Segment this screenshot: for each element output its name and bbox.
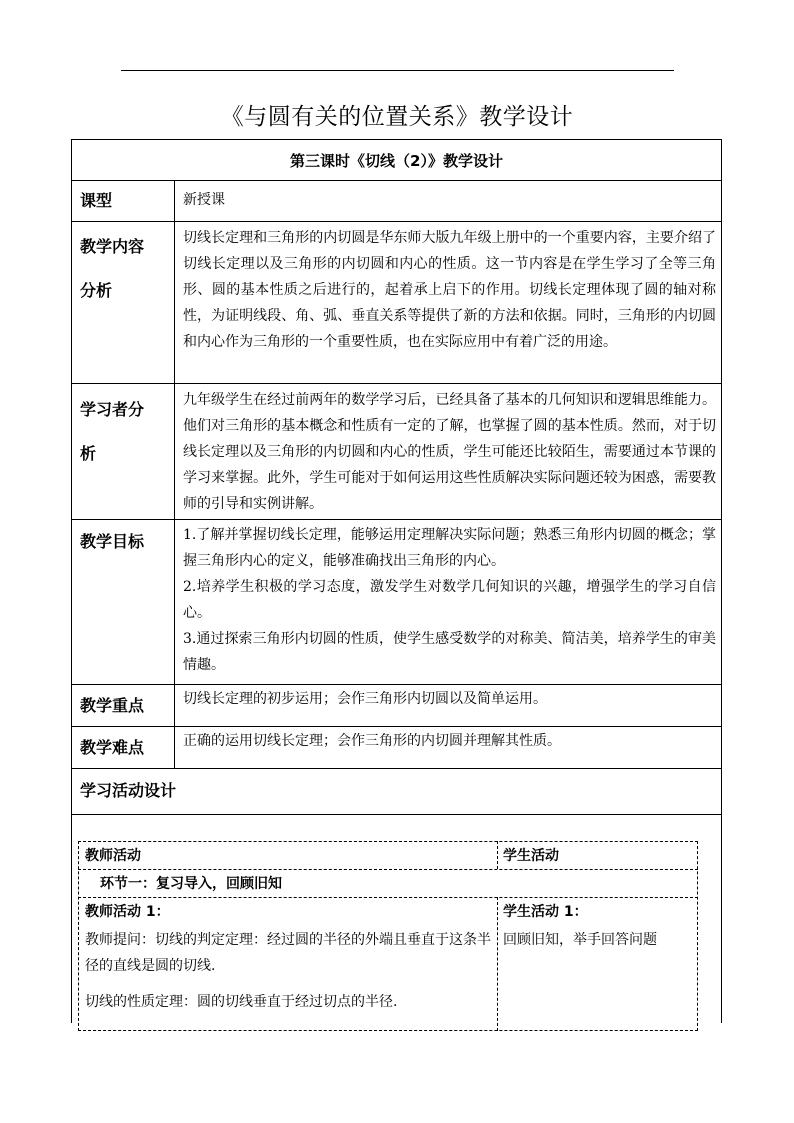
- activity-table-divider: [78, 897, 698, 898]
- label-line: 分析: [80, 281, 113, 300]
- table-divider: [71, 383, 722, 384]
- teacher-activity-line: 切线的性质定理：圆的切线垂直于经过切点的半径.: [85, 994, 398, 1010]
- section-heading: 环节一：复习导入，回顾旧知: [100, 876, 282, 892]
- row-value-difficulties: 正确的运用切线长定理；会作三角形的内切圆并理解其性质。: [183, 733, 561, 749]
- label-line: 学习者分: [80, 400, 145, 419]
- row-value-key-points: 切线长定理的初步运用；会作三角形内切圆以及简单运用。: [183, 691, 547, 707]
- activity-design-title: 学习活动设计: [80, 781, 177, 800]
- activity-table-divider: [78, 869, 698, 870]
- row-label-type: 课型: [80, 191, 113, 210]
- objective-item: 1.了解并掌握切线长定理，能够运用定理解决实际问题；熟悉三角形内切圆的概念；掌握三角形内心的定义，能够准确找出三角形的内心。: [183, 527, 716, 569]
- teacher-activity-line: 教师提问：切线的判定定理：经过圆的半径的外端且垂直于这条半径的直线是圆的切线.: [85, 932, 491, 974]
- row-value-type: 新授课: [183, 192, 225, 208]
- objective-item: 2.培养学生积极的学习态度，激发学生对数学几何知识的兴趣，增强学生的学习自信心。: [183, 579, 716, 621]
- activity-column-divider: [497, 897, 498, 1031]
- table-divider: [71, 684, 722, 685]
- row-label-difficulties: 教学难点: [80, 738, 145, 757]
- row-value-content-analysis: 切线长定理和三角形的内切圆是华东师大版九年级上册中的一个重要内容，主要介绍了切线长定理以及三角形的内切圆和内心的性质。这一节内容是在学生学习了全等三角形、圆的基本性质之后进行的，起着承上启下的作用。切线长定理体现了圆的轴对称性，为证明线段、角、弧、垂直关系等提供了新的方法和依据。同时，三角形的内切圆和内心作为三角形的一个重要性质，也在实际应用中有着广泛的用途。: [183, 230, 716, 350]
- objective-item: 3.通过探索三角形内切圆的性质，使学生感受数学的对称美、简洁美，培养学生的审美情趣。: [183, 631, 716, 673]
- teacher-activity-text: [85, 927, 493, 1015]
- column-divider: [174, 180, 175, 768]
- row-label-objectives: 教学目标: [80, 532, 145, 551]
- row-label-learner-analysis: [80, 388, 172, 476]
- teacher-activity-title: 教师活动 1：: [85, 904, 170, 920]
- row-label-key-points: 教学重点: [80, 696, 145, 715]
- table-divider: [71, 768, 722, 769]
- table-divider: [71, 814, 722, 815]
- student-activity-text: 回顾旧知，举手回答问题: [503, 932, 657, 948]
- header-rule: [121, 70, 674, 71]
- row-value-learner-analysis: 九年级学生在经过前两年的数学学习后，已经具备了基本的几何知识和逻辑思维能力。他们对三角形的基本概念和性质有一定的了解，也掌握了圆的基本性质。然而，对于切线长定理以及三角形的内切圆和内心的性质，学生可能还比较陌生，需要通过本节课的学习来掌握。此外，学生可能对于如何运用这些性质解决实际问题还较为困惑，需要教师的引导和实例讲解。: [183, 392, 716, 512]
- table-divider: [71, 519, 722, 520]
- document-title: 《与圆有关的位置关系》教学设计: [220, 104, 574, 130]
- lesson-subtitle: 第三课时《切线（2）》教学设计: [290, 151, 503, 170]
- row-value-objectives: [183, 522, 716, 678]
- label-line: 教学内容: [80, 237, 145, 256]
- row-label-content-analysis: [80, 225, 172, 313]
- student-activity-header: 学生活动: [503, 848, 559, 864]
- label-line: 析: [80, 444, 97, 463]
- table-divider: [71, 726, 722, 727]
- student-activity-title: 学生活动 1：: [503, 904, 588, 920]
- teacher-activity-header: 教师活动: [85, 848, 141, 864]
- table-divider: [71, 221, 722, 222]
- activity-column-divider: [497, 841, 498, 869]
